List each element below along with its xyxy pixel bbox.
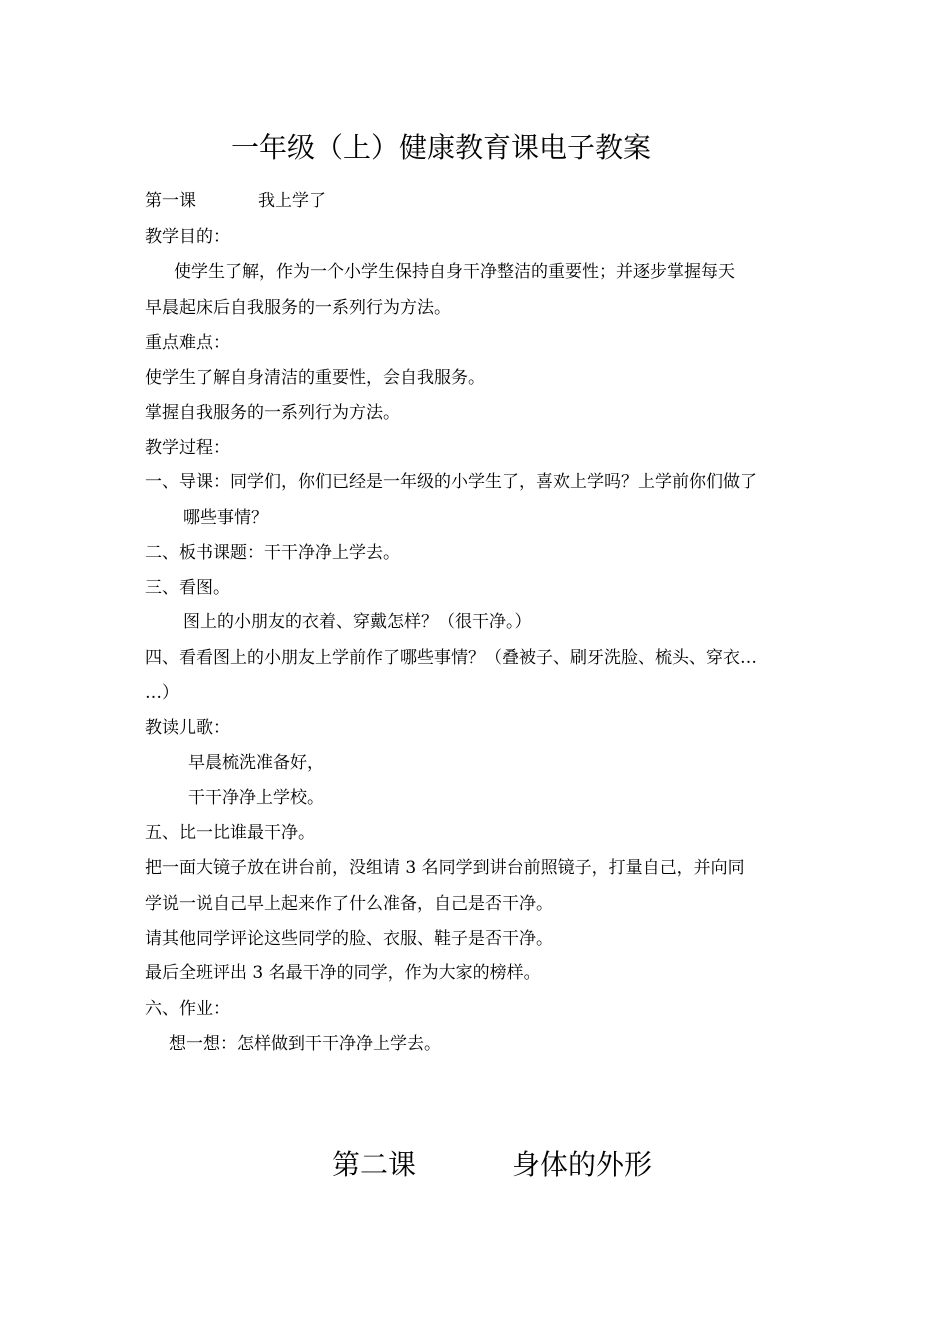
step3: 三、看图。 bbox=[145, 578, 230, 598]
lesson2-number: 第二课 bbox=[332, 1148, 417, 1181]
process-heading: 教学过程： bbox=[145, 438, 230, 458]
key-point-1: 使学生了解自身清洁的重要性，会自我服务。 bbox=[145, 368, 485, 388]
rhyme-heading: 教读儿歌： bbox=[145, 718, 230, 738]
lesson2-heading bbox=[332, 1148, 652, 1182]
key-heading: 重点难点： bbox=[145, 333, 230, 353]
step2: 二、板书课题：干干净净上学去。 bbox=[145, 543, 400, 563]
step5-text-line2: 学说一说自己早上起来作了什么准备，自己是否干净。 bbox=[145, 894, 553, 914]
lesson1-heading bbox=[145, 190, 326, 212]
step5: 五、比一比谁最干净。 bbox=[145, 823, 315, 843]
goal-text-line1: 使学生了解，作为一个小学生保持自身干净整洁的重要性；并逐步掌握每天 bbox=[174, 262, 735, 282]
key-point-2: 掌握自我服务的一系列行为方法。 bbox=[145, 403, 400, 423]
step5-text-line3: 请其他同学评论这些同学的脸、衣服、鞋子是否干净。 bbox=[145, 929, 553, 949]
step1-line1: 一、导课：同学们，你们已经是一年级的小学生了，喜欢上学吗？上学前你们做了 bbox=[145, 472, 757, 492]
lesson1-number: 第一课 bbox=[145, 191, 196, 211]
step5-text-line4: 最后全班评出 3 名最干净的同学，作为大家的榜样。 bbox=[145, 963, 541, 983]
goal-heading: 教学目的： bbox=[145, 227, 230, 247]
rhyme-line1: 早晨梳洗准备好， bbox=[188, 753, 324, 773]
lesson2-name: 身体的外形 bbox=[512, 1148, 653, 1181]
document-title: 一年级（上）健康教育课电子教案 bbox=[231, 131, 652, 164]
step4-line2: …） bbox=[145, 683, 179, 703]
step4-line1: 四、看看图上的小朋友上学前作了哪些事情？（叠被子、刷牙洗脸、梳头、穿衣… bbox=[145, 648, 757, 668]
step6: 六、作业： bbox=[145, 999, 230, 1019]
step1-line2: 哪些事情？ bbox=[183, 508, 268, 528]
rhyme-line2: 干干净净上学校。 bbox=[188, 788, 324, 808]
step5-text-line1: 把一面大镜子放在讲台前，没组请 3 名同学到讲台前照镜子，打量自己，并向同 bbox=[145, 858, 745, 878]
step6-text: 想一想：怎样做到干干净净上学去。 bbox=[169, 1034, 441, 1054]
goal-text-line2: 早晨起床后自我服务的一系列行为方法。 bbox=[145, 298, 451, 318]
step3-question: 图上的小朋友的衣着、穿戴怎样？（很干净。） bbox=[183, 612, 532, 632]
lesson1-name: 我上学了 bbox=[258, 191, 326, 211]
